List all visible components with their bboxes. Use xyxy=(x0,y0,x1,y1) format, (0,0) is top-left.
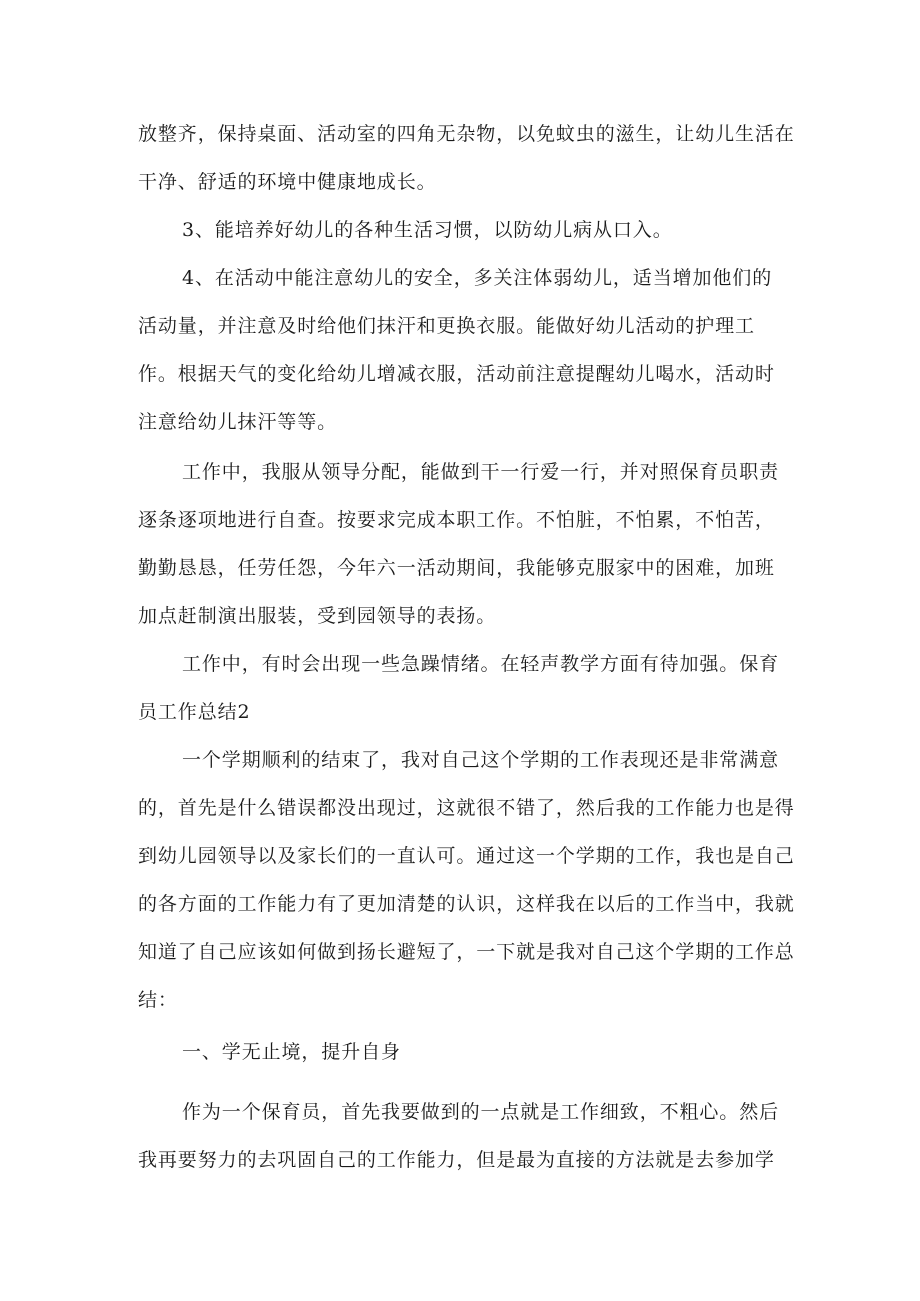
text-line-12: 工作中，有时会出现一些急躁情绪。在轻声教学方面有待加强。保育 xyxy=(182,653,780,675)
text-line-19: 结： xyxy=(138,989,178,1011)
text-line-10: 勤勤恳恳，任劳任怨，今年六一活动期间，我能够克服家中的困难，加班 xyxy=(138,557,775,579)
text-line-3: 3、能培养好幼儿的各种生活习惯，以防幼儿病从口入。 xyxy=(182,219,673,241)
text-line-5: 活动量，并注意及时给他们抹汗和更换衣服。能做好幼儿活动的护理工 xyxy=(138,315,755,337)
text-line-9: 逐条逐项地进行自查。按要求完成本职工作。不怕脏，不怕累，不怕苦， xyxy=(138,509,775,531)
text-line-14: 一个学期顺利的结束了，我对自己这个学期的工作表现还是非常满意 xyxy=(182,749,780,771)
text-line-21: 作为一个保育员，首先我要做到的一点就是工作细致，不粗心。然后 xyxy=(182,1101,780,1123)
text-line-6: 作。根据天气的变化给幼儿增减衣服，活动前注意提醒幼儿喝水，活动时 xyxy=(138,363,775,385)
section-heading: 一、学无止境，提升自身 xyxy=(182,1041,401,1063)
text-line-16: 到幼儿园领导以及家长们的一直认可。通过这一个学期的工作，我也是自己 xyxy=(138,845,795,867)
text-line-8: 工作中，我服从领导分配，能做到干一行爱一行，并对照保育员职责 xyxy=(182,461,780,483)
text-line-15: 的，首先是什么错误都没出现过，这就很不错了，然后我的工作能力也是得 xyxy=(138,797,795,819)
text-line-18: 知道了自己应该如何做到扬长避短了，一下就是我对自己这个学期的工作总 xyxy=(138,941,795,963)
text-line-11: 加点赶制演出服装，受到园领导的表扬。 xyxy=(138,605,497,627)
text-line-4: 4、在活动中能注意幼儿的安全，多关注体弱幼儿，适当增加他们的 xyxy=(182,267,773,289)
text-line-7: 注意给幼儿抹汗等等。 xyxy=(138,411,338,433)
text-line-22: 我再要努力的去巩固自己的工作能力，但是最为直接的方法就是去参加学 xyxy=(138,1149,775,1171)
text-line-13: 员工作总结2 xyxy=(138,701,251,723)
text-line-1: 放整齐，保持桌面、活动室的四角无杂物，以免蚊虫的滋生，让幼儿生活在 xyxy=(138,123,795,145)
text-line-17: 的各方面的工作能力有了更加清楚的认识，这样我在以后的工作当中，我就 xyxy=(138,893,795,915)
text-line-2: 干净、舒适的环境中健康地成长。 xyxy=(138,171,437,193)
